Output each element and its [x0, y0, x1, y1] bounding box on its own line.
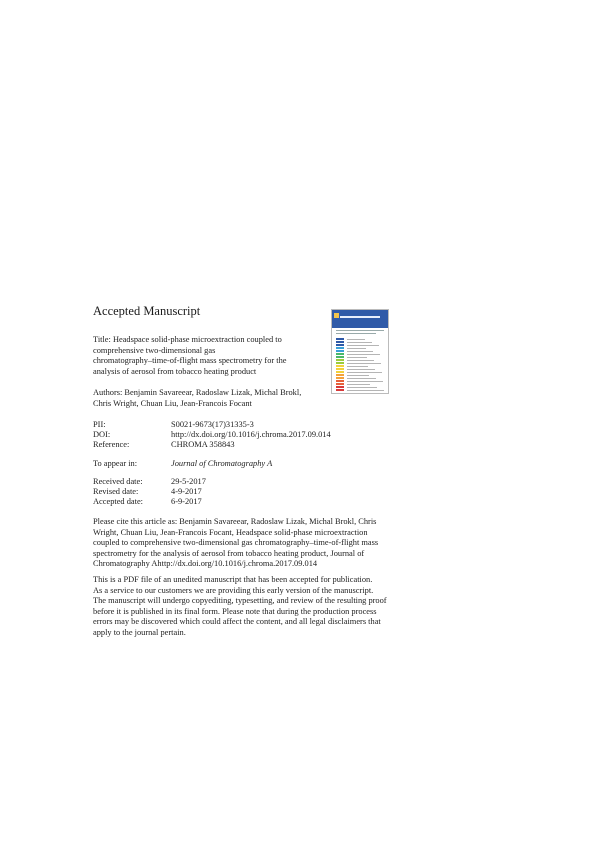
- citation-paragraph: [93, 517, 507, 570]
- cover-text-line: [347, 348, 366, 349]
- cover-strip: [336, 350, 344, 352]
- cover-rule: [336, 333, 376, 334]
- cover-strip: [336, 377, 344, 379]
- cover-text-line: [347, 345, 379, 346]
- cover-text-line: [347, 363, 381, 364]
- cover-text-line: [347, 381, 383, 382]
- cover-rule: [336, 330, 384, 331]
- cover-strip: [336, 347, 344, 349]
- pii-value: S0021-9673(17)31335-3: [171, 420, 254, 429]
- cover-strip: [336, 353, 344, 355]
- cover-text-line: [347, 369, 375, 370]
- cover-strip: [336, 368, 344, 370]
- cover-text-line: [347, 387, 377, 388]
- citation-line: coupled to comprehensive two-dimensional gas chromatography–time-of-flight mass: [93, 538, 379, 548]
- journal-name: Journal of Chromatography A: [171, 459, 273, 468]
- cover-text-line: [347, 354, 380, 355]
- accepted-label: Accepted date:: [93, 497, 143, 506]
- citation-line: Wright, Chuan Liu, Jean-Francois Focant, Headspace solid-phase microextraction: [93, 527, 368, 537]
- journal-cover-thumbnail: [331, 309, 389, 394]
- title-line: analysis of aerosol from tobacco heating product: [93, 366, 257, 376]
- citation-line: Please cite this article as: Benjamin Savareear, Radoslaw Lizak, Michal Brokl, Chris: [93, 517, 377, 526]
- disclaimer-paragraph: [93, 575, 507, 639]
- cover-strip: [336, 338, 344, 340]
- cover-text-line: [347, 360, 374, 361]
- cover-text-line: [347, 378, 376, 379]
- doi-label: DOI:: [93, 430, 111, 439]
- cover-strip: [336, 365, 344, 367]
- cover-strip: [336, 389, 344, 391]
- disclaimer-line: errors may be discovered which could affect the content, and all legal disclaimers that: [93, 617, 381, 627]
- cover-text-line: [347, 384, 370, 385]
- cover-strip: [336, 356, 344, 358]
- authors-line: Chris Wright, Chuan Liu, Jean-Francois Focant: [93, 398, 252, 408]
- cover-text-line: [347, 342, 372, 343]
- disclaimer-line: before it is published in its final form. Please note that during the production process: [93, 606, 377, 616]
- cover-text-line: [347, 372, 382, 373]
- cover-strip: [336, 344, 344, 346]
- authors-line: Authors: Benjamin Savareear, Radoslaw Lizak, Michal Brokl,: [93, 388, 302, 397]
- cover-text-line: [347, 357, 367, 358]
- cover-strip: [336, 383, 344, 385]
- appear-label: To appear in:: [93, 459, 138, 468]
- cover-strip: [336, 341, 344, 343]
- title-line: Title: Headspace solid-phase microextraction coupled to: [93, 335, 282, 344]
- pii-label: PII:: [93, 420, 106, 429]
- cover-strip: [336, 380, 344, 382]
- cover-text-line: [347, 366, 368, 367]
- manuscript-heading: Accepted Manuscript: [93, 304, 201, 318]
- title-line: comprehensive two-dimensional gas: [93, 345, 216, 355]
- doi-link[interactable]: http://dx.doi.org/10.1016/j.chroma.2017.09.014: [171, 430, 331, 439]
- disclaimer-line: The manuscript will undergo copyediting, typesetting, and review of the resulting proof: [93, 596, 387, 606]
- disclaimer-line: apply to the journal pertain.: [93, 627, 186, 637]
- cover-header-bar: [332, 310, 388, 328]
- disclaimer-line: As a service to our customers we are providing this early version of the manuscript.: [93, 585, 374, 595]
- revised-label: Revised date:: [93, 487, 139, 496]
- title-line: chromatography–time-of-flight mass spectrometry for the: [93, 356, 287, 366]
- publisher-logo: [334, 313, 339, 318]
- cover-text-line: [347, 339, 365, 340]
- received-date: 29-5-2017: [171, 477, 206, 486]
- citation-line: Chromatography Ahttp://dx.doi.org/10.1016/j.chroma.2017.09.014: [93, 559, 318, 569]
- reference-label: Reference:: [93, 440, 130, 449]
- citation-line: spectrometry for the analysis of aerosol from tobacco heating product, Journal of: [93, 548, 365, 558]
- article-title: [93, 335, 315, 377]
- cover-strip: [336, 371, 344, 373]
- cover-text-line: [347, 390, 384, 391]
- revised-date: 4-9-2017: [171, 487, 202, 496]
- disclaimer-line: This is a PDF file of an unedited manuscript that has been accepted for publication.: [93, 575, 373, 584]
- reference-value: CHROMA 358843: [171, 440, 235, 449]
- cover-strip: [336, 362, 344, 364]
- authors: [93, 388, 325, 409]
- cover-strip: [336, 359, 344, 361]
- cover-strip: [336, 386, 344, 388]
- cover-text-line: [347, 375, 369, 376]
- cover-strip: [336, 374, 344, 376]
- cover-text-line: [347, 351, 373, 352]
- received-label: Received date:: [93, 477, 143, 486]
- accepted-date: 6-9-2017: [171, 497, 202, 506]
